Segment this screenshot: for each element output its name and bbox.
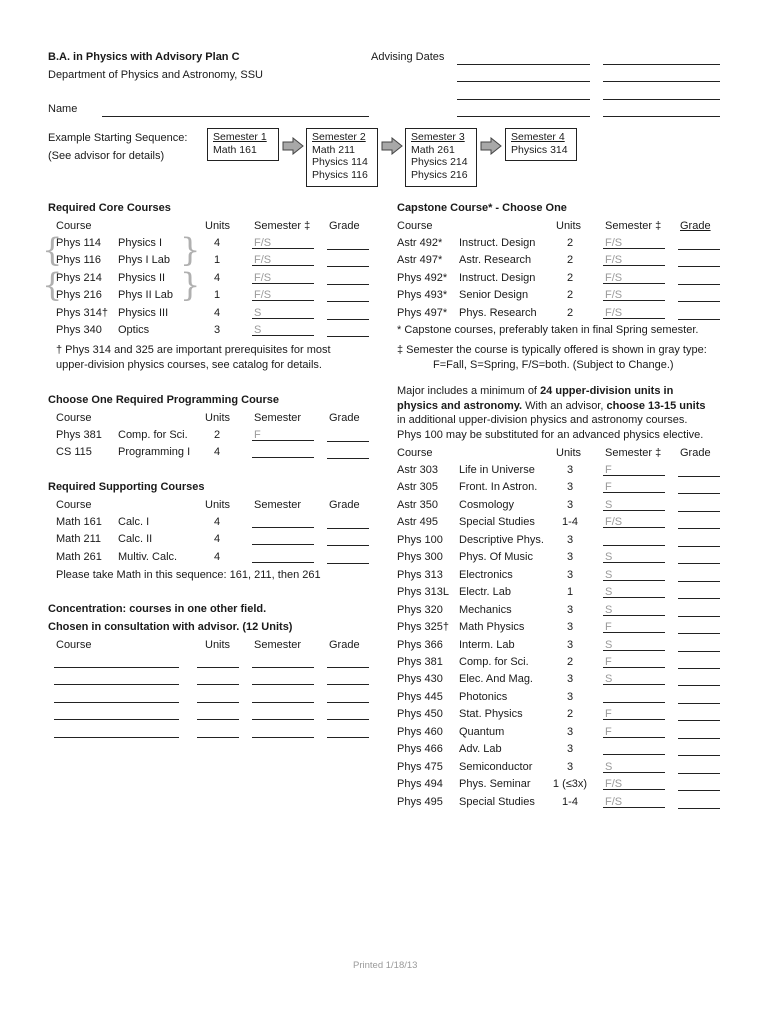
course-name: Senior Design <box>459 289 529 302</box>
concentration-title: Concentration: courses in one other field. <box>48 603 267 615</box>
table-row <box>0 567 740 583</box>
column-header: Grade <box>329 639 360 651</box>
course-name: Multiv. Calc. <box>118 550 178 563</box>
semester-field[interactable]: S <box>252 305 314 319</box>
semester-field[interactable]: F/S <box>603 270 665 284</box>
course-code: Astr 350 <box>397 498 438 511</box>
grade-field[interactable] <box>678 532 720 547</box>
course-code: Math 211 <box>56 533 102 546</box>
course-units: 2 <box>566 271 574 284</box>
course-code: Phys 340 <box>56 324 102 336</box>
semester-field[interactable]: S <box>603 497 665 511</box>
grade-field[interactable] <box>678 235 720 250</box>
course-code: Astr 492* <box>397 237 443 249</box>
semester-field[interactable]: F/S <box>252 235 314 249</box>
advising-date-field[interactable] <box>603 116 720 117</box>
course-code: Phys 381 <box>56 429 102 441</box>
semester-field[interactable]: F/S <box>603 794 665 808</box>
course-code: Astr 305 <box>397 481 438 494</box>
course-name: Photonics <box>459 690 508 703</box>
semester-field[interactable]: F/S <box>603 514 665 528</box>
column-header: Grade <box>329 412 360 424</box>
semester-course: Math 161 <box>213 143 257 156</box>
course-name: Instruct. Design <box>459 271 536 284</box>
name-label: Name <box>48 103 78 115</box>
column-header: Grade <box>329 499 360 511</box>
semester-title: Semester 3 <box>411 131 465 143</box>
course-code: Math 161 <box>56 516 102 528</box>
course-units: 3 <box>214 324 221 336</box>
semester-field[interactable]: S <box>603 549 665 563</box>
grade-field[interactable] <box>678 602 720 617</box>
course-code: Astr 495 <box>397 516 438 529</box>
course-units: 1-4 <box>562 795 578 808</box>
course-code: CS 115 <box>56 446 92 459</box>
major-description <box>397 384 673 399</box>
column-header: Grade <box>680 447 711 459</box>
course-code: Phys 300 <box>397 551 443 564</box>
major-text-bold: physics and astronomy. <box>397 400 523 412</box>
table-row <box>0 549 740 565</box>
capstone-note: * Capstone courses, preferably taken in final Spring semester. <box>397 324 699 336</box>
column-header: Units <box>556 447 582 459</box>
advising-date-field[interactable] <box>457 81 590 82</box>
printed-date: Printed 1/18/13 <box>353 960 418 971</box>
table-row <box>0 776 740 792</box>
page-title: B.A. in Physics with Advisory Plan C <box>48 51 240 63</box>
semester-course: Physics 314 <box>511 143 568 156</box>
semester-key-note: F=Fall, S=Spring, F/S=both. (Subject to Change.) <box>433 359 674 371</box>
course-name: Descriptive Phys. <box>459 533 544 546</box>
course-units: 4 <box>214 306 221 319</box>
course-code: Phys 320 <box>397 603 443 616</box>
course-units: 3 <box>566 568 574 581</box>
semester-4-box <box>505 128 577 161</box>
table-row <box>0 741 740 757</box>
semester-field[interactable]: F/S <box>252 287 314 301</box>
column-header: Course <box>397 220 433 232</box>
course-units: 2 <box>214 429 221 441</box>
semester-field[interactable]: F/S <box>252 252 314 266</box>
course-units: 4 <box>214 533 221 546</box>
course-code: Astr 497* <box>397 254 443 267</box>
column-header: Grade <box>329 220 360 232</box>
advising-dates-label: Advising Dates <box>371 51 445 63</box>
grade-field[interactable] <box>678 759 720 774</box>
table-row <box>0 619 740 635</box>
semester-field[interactable]: F/S <box>603 235 665 249</box>
electives-header-row <box>0 445 740 461</box>
right-brace-icon: } <box>180 231 201 269</box>
table-row <box>0 759 740 775</box>
grade-field[interactable] <box>678 619 720 634</box>
course-units: 2 <box>566 254 574 267</box>
course-name: Front. In Astron. <box>459 481 538 494</box>
grade-field[interactable] <box>678 706 720 721</box>
prereq-note: upper-division physics courses, see catalog for details. <box>56 359 322 371</box>
capstone-header-row <box>0 218 740 234</box>
department-name: Department of Physics and Astronomy, SSU <box>48 69 263 81</box>
course-units: 3 <box>566 638 574 651</box>
semester-field[interactable]: F/S <box>603 776 665 790</box>
grade-field[interactable] <box>678 794 720 809</box>
course-name: Programming I <box>118 446 191 459</box>
column-header: Units <box>205 639 231 651</box>
grade-field[interactable] <box>678 270 720 285</box>
prereq-note: † Phys 314 and 325 are important prerequisites for most <box>56 344 331 356</box>
course-code: Phys 114 <box>56 237 102 249</box>
course-code: Phys 313L <box>397 586 449 599</box>
course-name: Mechanics <box>459 603 512 616</box>
advising-date-field[interactable] <box>603 99 720 100</box>
semester-field[interactable]: F/S <box>252 270 314 284</box>
course-units: 2 <box>566 289 574 302</box>
sequence-label: Example Starting Sequence: <box>48 132 188 144</box>
semester-field[interactable]: F <box>603 462 665 476</box>
column-header: Course <box>397 447 433 459</box>
course-units: 3 <box>566 603 574 616</box>
grade-field[interactable] <box>678 637 720 652</box>
column-header: Units <box>205 220 231 232</box>
capstone-section-title: Capstone Course* - Choose One <box>397 202 567 214</box>
column-header: Semester ‡ <box>254 220 311 232</box>
advising-date-field[interactable] <box>457 99 590 100</box>
grade-field[interactable] <box>678 514 720 529</box>
table-row <box>0 794 740 810</box>
semester-3-box <box>405 128 477 187</box>
semester-field[interactable]: F <box>252 427 314 441</box>
course-units: 4 <box>214 237 221 249</box>
grade-field[interactable] <box>327 322 369 337</box>
table-row <box>0 287 740 303</box>
course-units: 1 <box>214 254 221 267</box>
major-description: in additional upper-division physics and astronomy courses. <box>397 414 688 426</box>
course-code: Phys 494 <box>397 778 443 791</box>
course-code: Phys 445 <box>397 690 443 703</box>
math-sequence-note: Please take Math in this sequence: 161, 211, then 261 <box>56 569 321 581</box>
right-brace-icon: } <box>180 266 201 304</box>
course-code: Phys 430 <box>397 673 443 686</box>
advising-date-field[interactable] <box>603 81 720 82</box>
course-units: 3 <box>566 760 574 773</box>
table-row <box>0 235 740 251</box>
semester-field[interactable]: F/S <box>603 252 665 266</box>
programming-section-title: Choose One Required Programming Course <box>48 394 280 406</box>
course-code: Phys 466 <box>397 743 443 756</box>
course-units: 3 <box>566 481 574 494</box>
semester-field[interactable]: S <box>603 671 665 685</box>
table-row <box>0 497 740 513</box>
course-name: Electronics <box>459 568 513 581</box>
table-row <box>0 252 740 268</box>
course-name: Math Physics <box>459 621 525 634</box>
column-header: Semester <box>254 499 302 511</box>
table-row <box>0 532 740 548</box>
table-row <box>0 479 740 495</box>
course-name: Physics III <box>118 306 169 319</box>
column-header: Semester ‡ <box>605 447 662 459</box>
grade-field[interactable] <box>678 741 720 756</box>
course-code: Phys 100 <box>397 533 443 546</box>
semester-field[interactable]: S <box>603 567 665 581</box>
major-description <box>397 399 706 414</box>
grade-field[interactable] <box>678 252 720 267</box>
grade-field[interactable] <box>678 287 720 302</box>
advising-date-field[interactable] <box>457 116 590 117</box>
course-code: Math 261 <box>56 550 102 563</box>
course-units: 3 <box>566 498 574 511</box>
semester-field[interactable]: F <box>603 479 665 493</box>
semester-course: Physics 216 <box>411 168 468 181</box>
course-code: Phys 460 <box>397 725 443 738</box>
grade-field[interactable] <box>678 305 720 320</box>
name-field[interactable] <box>102 116 369 117</box>
grade-field[interactable] <box>327 427 369 442</box>
arrow-right-icon <box>480 137 502 155</box>
semester-field[interactable]: F <box>603 706 665 720</box>
course-units: 4 <box>214 516 221 528</box>
course-code: Phys 495 <box>397 795 443 808</box>
semester-field[interactable]: S <box>603 602 665 616</box>
course-name: Semiconductor <box>459 760 533 773</box>
course-code: Phys 366 <box>397 638 443 651</box>
course-name: Elec. And Mag. <box>459 673 533 686</box>
grade-field[interactable] <box>678 724 720 739</box>
table-row <box>0 724 740 740</box>
semester-field[interactable] <box>603 689 665 703</box>
grade-field[interactable] <box>678 567 720 582</box>
table-row <box>0 427 380 443</box>
grade-field[interactable] <box>678 584 720 599</box>
table-row <box>0 671 740 687</box>
table-row <box>0 584 740 600</box>
semester-1-box <box>207 128 279 161</box>
semester-field[interactable]: F <box>603 654 665 668</box>
course-name: Comp. for Sci. <box>459 655 529 668</box>
course-units: 2 <box>566 708 574 721</box>
course-name: Comp. for Sci. <box>118 429 188 441</box>
column-header: Semester <box>254 639 302 651</box>
course-units: 3 <box>566 690 574 703</box>
column-header: Semester <box>254 412 302 424</box>
course-units: 1 <box>214 289 221 302</box>
semester-field[interactable]: S <box>252 322 314 336</box>
semester-course: Math 261 <box>411 143 455 156</box>
course-name: Special Studies <box>459 795 535 808</box>
semester-course: Physics 214 <box>411 156 468 168</box>
column-header: Semester ‡ <box>605 220 662 232</box>
table-row <box>0 270 740 286</box>
table-row <box>0 689 740 705</box>
course-units: 3 <box>566 551 574 564</box>
course-units: 1-4 <box>562 516 578 529</box>
sequence-sublabel: (See advisor for details) <box>48 150 165 162</box>
course-units: 3 <box>566 464 574 476</box>
supporting-section-title: Required Supporting Courses <box>48 481 205 493</box>
course-code: Phys 381 <box>397 655 443 668</box>
table-row <box>0 637 740 653</box>
arrow-right-icon <box>381 137 403 155</box>
course-units: 2 <box>566 655 574 668</box>
course-name: Adv. Lab <box>459 743 502 756</box>
semester-field[interactable]: F <box>603 724 665 738</box>
course-code: Phys 214 <box>56 271 102 284</box>
table-row <box>0 706 740 722</box>
grade-field[interactable] <box>678 462 720 477</box>
course-name: Cosmology <box>459 498 515 511</box>
course-units: 3 <box>566 673 574 686</box>
arrow-right-icon <box>282 137 304 155</box>
course-name: Instruct. Design <box>459 237 536 249</box>
semester-field[interactable]: S <box>603 637 665 651</box>
major-text-bold: 24 upper-division units in <box>540 385 674 397</box>
course-name: Astr. Research <box>459 254 532 267</box>
column-header: Units <box>205 499 231 511</box>
course-name: Electr. Lab <box>459 586 511 599</box>
semester-title: Semester 2 <box>312 131 366 143</box>
course-name: Phys. Research <box>459 306 537 319</box>
concentration-subtitle: Chosen in consultation with advisor. (12 Units) <box>48 621 293 633</box>
course-units: 1 <box>566 586 574 599</box>
left-brace-icon: { <box>42 231 63 269</box>
course-units: 2 <box>566 306 574 319</box>
course-code: Phys 325† <box>397 621 449 634</box>
grade-field[interactable] <box>678 549 720 564</box>
semester-title: Semester 4 <box>511 131 565 143</box>
course-units: 3 <box>566 725 574 738</box>
grade-field[interactable] <box>678 776 720 791</box>
semester-course: Math 211 <box>312 143 355 156</box>
column-header: Course <box>56 499 92 511</box>
left-brace-icon: { <box>42 266 63 304</box>
course-name: Calc. I <box>118 516 150 528</box>
course-name: Phys. Of Music <box>459 551 533 564</box>
grade-field[interactable] <box>678 497 720 512</box>
column-header: Units <box>205 412 231 424</box>
course-code: Phys 313 <box>397 568 443 581</box>
course-code: Phys 497* <box>397 306 448 319</box>
column-header: Grade <box>680 220 711 232</box>
grade-field[interactable] <box>678 654 720 669</box>
semester-field[interactable] <box>603 741 665 755</box>
course-name: Physics II <box>118 271 166 284</box>
major-text: With an advisor, <box>522 400 607 412</box>
table-row <box>0 654 740 670</box>
course-code: Phys 493* <box>397 289 448 302</box>
course-code: Phys 492* <box>397 271 448 284</box>
course-name: Stat. Physics <box>459 708 523 721</box>
column-header: Course <box>56 639 92 651</box>
semester-course: Physics 114 <box>312 156 368 168</box>
course-units: 4 <box>214 271 221 284</box>
advising-date-field[interactable] <box>603 64 720 65</box>
course-name: Physics I <box>118 237 163 249</box>
course-name: Phys. Seminar <box>459 778 531 791</box>
course-name: Phys I Lab <box>118 254 170 267</box>
semester-field[interactable]: F/S <box>603 305 665 319</box>
advising-date-field[interactable] <box>457 64 590 65</box>
course-name: Optics <box>118 324 150 336</box>
grade-field[interactable] <box>678 671 720 686</box>
grade-field[interactable] <box>678 689 720 704</box>
course-code: Phys 475 <box>397 760 443 773</box>
course-units: 1 (≤3x) <box>552 778 588 791</box>
semester-field[interactable] <box>603 532 665 546</box>
course-units: 3 <box>566 743 574 756</box>
column-header: Course <box>56 220 92 232</box>
table-row <box>0 462 740 478</box>
course-units: 2 <box>566 237 574 249</box>
major-text: Major includes a minimum of <box>397 385 541 397</box>
course-code: Phys 116 <box>56 254 102 267</box>
core-section-title: Required Core Courses <box>48 202 171 214</box>
semester-course: Physics 116 <box>312 168 368 181</box>
course-name: Special Studies <box>459 516 535 529</box>
column-header: Units <box>556 220 582 232</box>
course-code: Phys 450 <box>397 708 443 721</box>
major-description: Phys 100 may be substituted for an advanced physics elective. <box>397 429 704 441</box>
semester-field[interactable]: F/S <box>603 287 665 301</box>
table-row <box>0 602 740 618</box>
course-units: 3 <box>566 621 574 634</box>
semester-title: Semester 1 <box>213 131 267 143</box>
semester-field[interactable]: S <box>603 584 665 598</box>
semester-field[interactable]: F <box>603 619 665 633</box>
course-units: 4 <box>214 446 221 459</box>
course-name: Life in Universe <box>459 464 535 476</box>
course-code: Phys 216 <box>56 289 102 302</box>
course-name: Calc. II <box>118 533 153 546</box>
course-name: Quantum <box>459 725 505 738</box>
programming-header-row <box>0 410 380 426</box>
table-row <box>0 322 380 338</box>
course-code: Phys 314† <box>56 306 108 319</box>
semester-2-box <box>306 128 378 187</box>
course-units: 3 <box>566 533 574 546</box>
semester-key-note: ‡ Semester the course is typically offered is shown in gray type: <box>397 344 707 356</box>
course-name: Interm. Lab <box>459 638 515 651</box>
course-name: Phys II Lab <box>118 289 174 302</box>
semester-field[interactable]: S <box>603 759 665 773</box>
table-row <box>0 305 740 321</box>
major-text-bold: choose 13-15 units <box>606 400 706 412</box>
course-units: 4 <box>214 550 221 563</box>
table-row <box>0 514 740 530</box>
course-code: Astr 303 <box>397 464 438 476</box>
column-header: Course <box>56 412 92 424</box>
grade-field[interactable] <box>678 479 720 494</box>
